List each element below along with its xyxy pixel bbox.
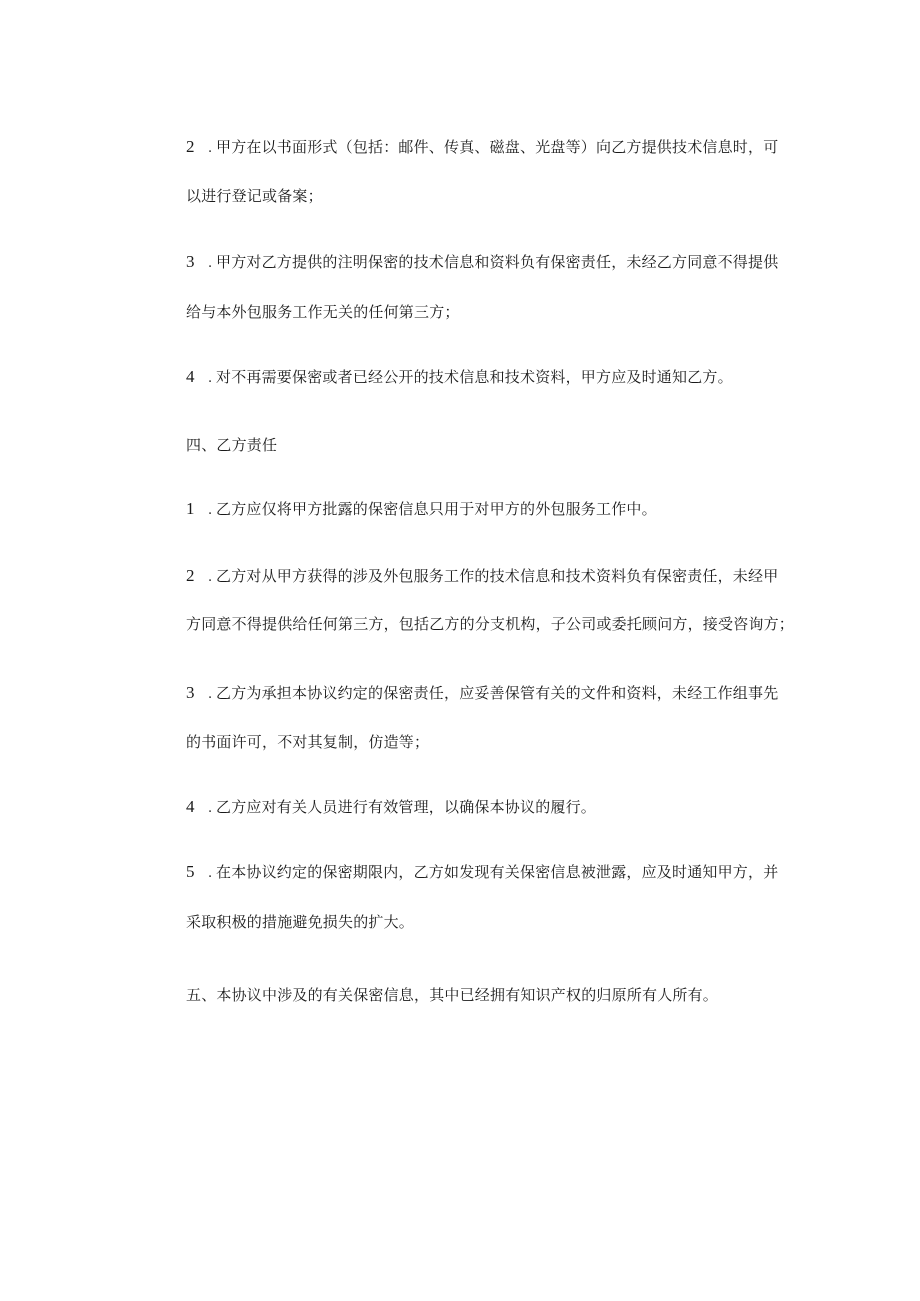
item-number: 4 (186, 367, 195, 386)
paragraph-text: 甲方对乙方提供的注明保密的技术信息和资料负有保密责任，未经乙方同意不得提供 (216, 253, 779, 271)
paragraph-text: 在本协议约定的保密期限内，乙方如发现有关保密信息被泄露，应及时通知甲方，并 (216, 863, 779, 881)
paragraph-text: 以进行登记或备案； (186, 187, 323, 205)
paragraph-text: 采取积极的措施避免损失的扩大。 (186, 913, 415, 931)
paragraph-text: 对不再需要保密或者已经公开的技术信息和技术资料，甲方应及时通知乙方。 (216, 368, 733, 386)
paragraph-line (186, 912, 414, 932)
paragraph-text: 乙方为承担本协议约定的保密责任，应妥善保管有关的文件和资料，未经工作组事先 (216, 684, 779, 702)
item-separator: . (208, 570, 213, 585)
paragraph-text: 的书面许可，不对其复制，仿造等； (186, 733, 430, 751)
item-number: 3 (186, 252, 195, 271)
paragraph-text: 甲方在以书面形式（包括：邮件、传真、磁盘、光盘等）向乙方提供技术信息时，可 (216, 138, 779, 156)
item-number: 4 (186, 797, 195, 816)
section-heading (186, 435, 277, 455)
paragraph-line (186, 614, 794, 634)
paragraph-line (186, 499, 657, 521)
paragraph-line (186, 302, 460, 322)
paragraph-text: 方同意不得提供给任何第三方，包括乙方的分支机构，子公司或委托顾问方，接受咨询方； (186, 615, 795, 633)
item-number: 2 (186, 137, 195, 156)
item-separator: . (208, 866, 213, 881)
item-separator: . (208, 256, 213, 271)
item-separator: . (208, 801, 213, 816)
paragraph-text: 乙方应仅将甲方批露的保密信息只用于对甲方的外包服务工作中。 (216, 500, 657, 518)
paragraph-line (186, 137, 778, 159)
paragraph-text: 乙方对从甲方获得的涉及外包服务工作的技术信息和技术资料负有保密责任，未经甲 (216, 567, 779, 585)
paragraph-line (186, 683, 778, 705)
item-separator: . (208, 141, 213, 156)
paragraph-line (186, 566, 778, 588)
section-heading-text: 五、本协议中涉及的有关保密信息，其中已经拥有知识产权的归原所有人所有。 (186, 986, 719, 1004)
section-heading-text: 四、乙方责任 (186, 436, 278, 454)
paragraph-line (186, 252, 778, 274)
item-number: 5 (186, 862, 195, 881)
item-separator: . (208, 503, 213, 518)
item-number: 3 (186, 683, 195, 702)
item-separator: . (208, 687, 213, 702)
paragraph-text: 给与本外包服务工作无关的任何第三方； (186, 303, 460, 321)
paragraph-line (186, 186, 323, 206)
item-number: 1 (186, 499, 195, 518)
item-separator: . (208, 371, 213, 386)
paragraph-line (186, 797, 596, 819)
paragraph-text: 乙方应对有关人员进行有效管理，以确保本协议的履行。 (216, 798, 597, 816)
paragraph-line (186, 732, 429, 752)
paragraph-line (186, 862, 778, 884)
paragraph-line (186, 367, 733, 389)
item-number: 2 (186, 566, 195, 585)
section-heading (186, 985, 718, 1005)
